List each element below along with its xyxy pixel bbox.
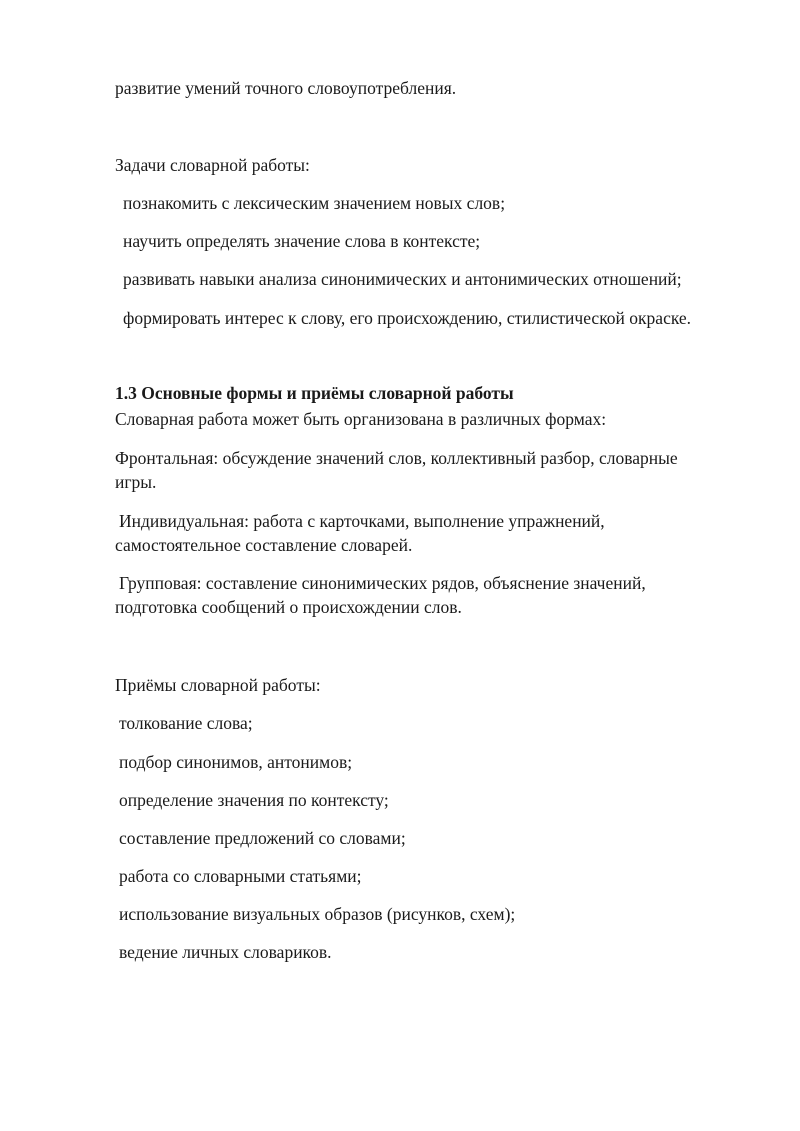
- intro-paragraph: развитие умений точного словоупотребления.: [115, 78, 457, 98]
- form-frontal-line1: Фронтальная: обсуждение значений слов, коллективный разбор, словарные: [115, 448, 678, 468]
- list-item: формировать интерес к слову, его происхождению, стилистической окраске.: [123, 308, 692, 328]
- section-intro: Словарная работа может быть организована в различных формах:: [115, 409, 607, 429]
- list-item: научить определять значение слова в контексте;: [123, 231, 481, 251]
- list-item: определение значения по контексту;: [119, 790, 389, 810]
- list-item: использование визуальных образов (рисунков, схем);: [119, 904, 516, 924]
- list-item: подбор синонимов, антонимов;: [119, 752, 353, 772]
- list-item: работа со словарными статьями;: [119, 866, 362, 886]
- techniques-title: Приёмы словарной работы:: [115, 675, 321, 695]
- list-item: развивать навыки анализа синонимических и антонимических отношений;: [123, 269, 682, 289]
- list-item: познакомить с лексическим значением новых слов;: [123, 193, 506, 213]
- tasks-title: Задачи словарной работы:: [115, 155, 310, 175]
- form-frontal-line2: игры.: [115, 472, 157, 492]
- form-group-line1: Групповая: составление синонимических рядов, объяснение значений,: [119, 573, 646, 593]
- form-individual-line1: Индивидуальная: работа с карточками, выполнение упражнений,: [119, 511, 605, 531]
- list-item: толкование слова;: [119, 713, 253, 733]
- list-item: ведение личных словариков.: [119, 942, 332, 962]
- form-individual-line2: самостоятельное составление словарей.: [115, 535, 413, 555]
- section-heading: 1.3 Основные формы и приёмы словарной работы: [115, 383, 514, 403]
- list-item: составление предложений со словами;: [119, 828, 406, 848]
- form-group-line2: подготовка сообщений о происхождении слов.: [115, 597, 462, 617]
